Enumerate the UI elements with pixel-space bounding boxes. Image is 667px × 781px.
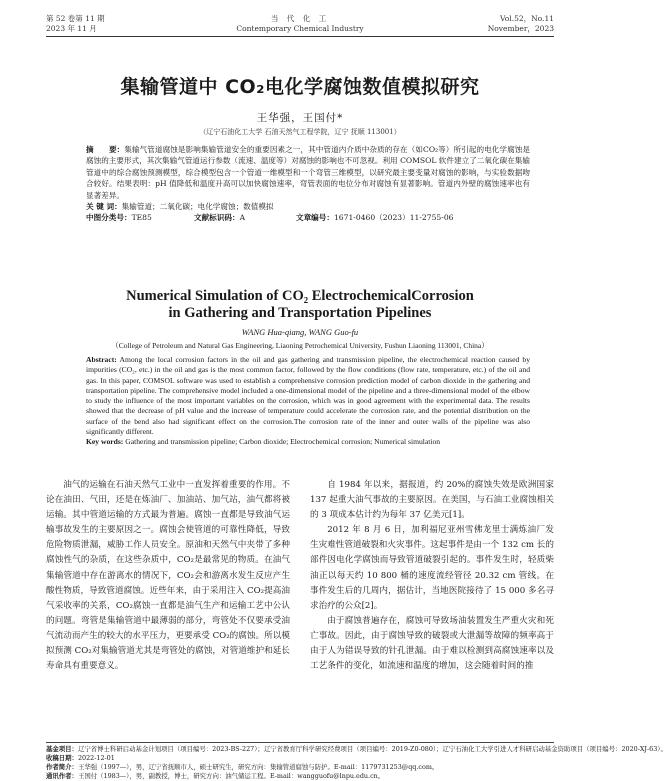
clc-label: 中图分类号：: [86, 213, 132, 223]
abstract-chinese: [86, 144, 530, 224]
title-en-line1: Numerical Simulation of CO₂ ElectrochemicalCorrosion: [126, 288, 474, 304]
abstract-en-label: Abstract:: [86, 355, 117, 364]
abstract-cn-label: 摘 要：: [86, 145, 125, 154]
body-paragraph: 自 1984 年以来，据报道，约 20%的腐蚀失效是欧洲国家 137 起重大油气事故的主要原因。在美国，与石油工业腐蚀相关的 3 项成本估计约为每年 37 亿美元[1]。: [310, 480, 554, 521]
footnote-corresponding: 通讯作者：王国付（1983—），男，副教授，博士，研究方向：油气储运工程。E-mail：wangguofu@lnpu.edu.cn。: [46, 772, 385, 780]
title-chinese: 集输管道中 CO₂电化学腐蚀数值模拟研究: [120, 76, 480, 98]
body-column-left: [46, 478, 290, 740]
affiliation-chinese: （辽宁石油化工大学 石油天然气工程学院，辽宁 抚顺 113001）: [199, 128, 401, 136]
clc-value: TE85: [131, 213, 152, 223]
body-text: [46, 478, 554, 740]
keywords-cn: 关 键 词：集输管道；二氧化碳；电化学腐蚀；数值模拟: [86, 202, 274, 212]
body-paragraph: 油气的运输在石油天然气工业中一直发挥着重要的作用。不论在油田、气田，还是在炼油厂、加油站、加气站，油气都将被运输。其中管道运输的方式最为普遍。腐蚀一直都是导致油气运输事故发生的主要原因之一。腐蚀会使管道的可靠性降低，导致危险物质泄漏，威胁工作人员安全。原油和天然气中夹带了多种腐蚀性气的杂质，在这些杂质中，CO₂是最常见的物质。在油气集输管道中存在游离水的情况下，CO₂会和游离水发生反应产生酸性物质，导致管道腐蚀。近些年来，由于采用注入 CO₂提高油气采收率的关系，CO₂腐蚀一直都是油气生产和运输工艺中公认的问题。弯管是集输管道中最薄弱的部分，弯管处不仅要承受油气流动而产生的较大的水平压力，更要承受 CO₂的腐蚀。所以模拟预测 CO₂对集输管道尤其是弯管处的腐蚀，对管道维护和延长寿命具有重要意义。: [46, 480, 290, 672]
body-paragraph: 由于腐蚀普遍存在，腐蚀可导致场油装置发生严重火灾和死亡事故。因此，由于腐蚀导致的破裂或大泄漏等故障的频率高于由于人为错误导致的针孔泄漏。由于难以检测到高腐蚀速率以及工艺条件的变化，如流速和温度的增加，这会随着时间的推: [310, 615, 554, 672]
title-en-line2: in Gathering and Transportation Pipelines: [168, 305, 432, 321]
header-issue-info: Vol.52，No.11 November，2023: [487, 14, 554, 33]
footnote-fund: 基金项目：辽宁省博士科研启动基金计划项目（项目编号：2023-BS-227）；辽宁省教育厅科学研究经费项目（项目编号：2019-Z0-080）；辽宁石油化工大学引进人才科研启动基金资助项目（项目编号：2020-XJ-63）。: [46, 745, 667, 753]
keywords-en: Key words: Gathering and transmission pipeline; Carbon dioxide; Electrochemical corrosion; Numerical simulation: [86, 437, 441, 447]
classification-row: [86, 212, 530, 223]
authors-chinese: 王华强，王国付*: [256, 112, 344, 124]
running-header: [46, 12, 554, 37]
article-no-value: 1671-0460（2023）11-2755-06: [333, 213, 454, 223]
affiliation-english: （College of Petroleum and Natural Gas Engineering, Liaoning Petrochemical University, Fushun Liaoning 113001, China）: [111, 341, 489, 350]
footnote: [46, 742, 667, 781]
header-volume-info: 第 52 卷第 11 期 2023 年 11 月: [46, 14, 105, 33]
doc-code-label: 文献标识码：: [194, 213, 240, 223]
abstract-english: [86, 355, 530, 448]
authors-english: WANG Hua-qiang, WANG Guo-fu: [241, 327, 359, 337]
body-column-right: [310, 478, 554, 740]
abstract-en-text: Abstract: Among the local corrosion factors in the oil and gas gathering and transmission pipeline, the electrochemical reaction caused by impurities (CO₂, etc.) in the oil and gas is the most common factor, followed by the flow conditions (flow rate, temperature, etc.) of the oil and gas. In this paper, COMSOL software was used to establish a comprehensive corrosion prediction model of carbon dioxide in the gathering and transportation pipeline. The comprehensive model included a one-dimensional model of the pipeline and a three-dimensional model of the elbow to study the influence of the most important variables on the corrosion, which was in good agreement with the experimental data. The results showed that the decrease of pH value and the increase of temperature could accelerate the corrosion rate, and the potential distribution on the surface of the bend also had significant effect on the corrosion.The corrosion rate of the inner and outer walls of the pipeline was also significantly different.: [86, 355, 530, 437]
footnote-received: 收稿日期：2022-12-01: [46, 754, 115, 762]
abstract-cn-text: 摘 要：集输气管道腐蚀是影响集输管道安全的重要因素之一，其中管道内介质中杂质的存在（如CO₂等）所引起的电化学腐蚀是腐蚀的主要形式，其次集输气管道运行参数（流速、温度等）对腐蚀的影响也不可忽视。利用 COMSOL 软件建立了二氧化碳在集输管道中的综合腐蚀预测模型，综合模型包含一个管道一维模型和一个弯管三维模型，以研究最主要变量对腐蚀的影响，与实验数据吻合较好。结果表明：pH 值降低和温度升高可以加快腐蚀速率，弯管表面的电位分布对腐蚀有显著影响。管道内外壁的腐蚀速率也有显著差异。: [86, 145, 530, 200]
article-no-label: 文章编号：: [296, 213, 334, 223]
header-journal-name: 当 代 化 工 Contemporary Chemical Industry: [236, 14, 364, 33]
keywords-en-label: Key words:: [86, 437, 124, 447]
title-english: [0, 288, 600, 322]
keywords-cn-label: 关 键 词：: [86, 202, 122, 212]
doc-code-value: A: [239, 213, 246, 223]
body-paragraph: 2012 年 8 月 6 日，加利福尼亚州雪佛龙里士满炼油厂发生灾难性管道破裂和火灾事件。这起事件是由一个 132 cm 长的部件因电化学腐蚀而导致管道破裂引起的。事件发生时，轻质柴油正以每天约 10 800 桶的速度流经管径 20.32 cm 管线。在事件发生后的几周内，据估计，当地医院接待了 15 000 多名寻求治疗的公众[2]。: [310, 525, 554, 611]
footnote-author: 作者简介：王华强（1997—），男，辽宁省抚顺市人，硕士研究生，研究方向：集输管道腐蚀与防护。E-mail：1179731253@qq.com。: [46, 763, 439, 771]
